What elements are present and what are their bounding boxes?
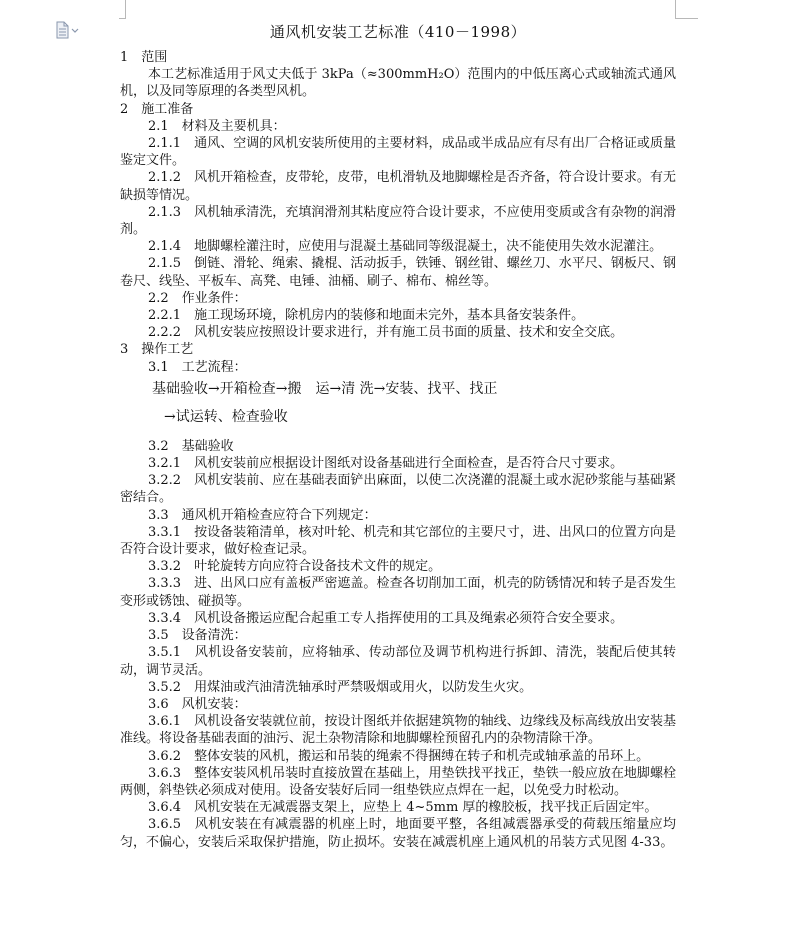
subsection-heading: 3.1 工艺流程：: [148, 359, 247, 375]
process-flow-line: 基础验收→开箱检查→搬 运→清 洗→安装、找平、找正: [152, 380, 498, 397]
paragraph: 3.3.4 风机设备搬运应配合起重工专人指挥使用的工具及绳索必须符合安全要求。: [148, 610, 624, 626]
paragraph: 3.5.1 风机设备安装前，应将轴承、传动部位及调节机构进行拆卸、清洗，装配后使其转动，调节灵活。: [120, 645, 676, 678]
paragraph: 3.6.2 整体安装的风机，搬运和吊装的绳索不得捆缚在转子和机壳或轴承盖的吊环上。: [148, 748, 650, 764]
paragraph: 2.1.4 地脚螺栓灌注时，应使用与混凝土基础同等级混凝土，决不能使用失效水泥灌注。: [148, 239, 663, 255]
paragraph: 3.2.1 风机安装前应根据设计图纸对设备基础进行全面检查，是否符合尺寸要求。: [148, 456, 624, 472]
document-title: 通风机安装工艺标准（410－1998）: [269, 23, 527, 41]
paragraph: 3.6.1 风机设备安装就位前，按设计图纸并依据建筑物的轴线、边缘线及标高线放出安装基准线。将设备基础表面的油污、泥土杂物清除和地脚螺栓预留孔内的杂物清除干净。: [120, 714, 676, 747]
paragraph: 2.2.1 施工现场环境，除机房内的装修和地面未完外，基本具备安装条件。: [148, 308, 585, 324]
paragraph: 3.6.5 风机安装在有减震器的机座上时，地面要平整，各组减震器承受的荷载压缩量应均匀，不偏心，安装后采取保护措施，防止损坏。安装在减震机座上通风机的吊装方式见图 4-33。: [120, 817, 676, 850]
paragraph: 2.1.1 通风、空调的风机安装所使用的主要材料，成品或半成品应有尽有出厂合格证或质量鉴定文件。: [120, 136, 676, 169]
paragraph: 3.2.2 风机安装前、应在基础表面铲出麻面，以使二次浇灌的混凝土或水泥砂浆能与基础紧密结合。: [120, 473, 676, 506]
document-menu-icon[interactable]: [55, 21, 83, 39]
section-heading: 1 范围: [120, 50, 168, 65]
paragraph: 2.2.2 风机安装应按照设计要求进行，并有施工员书面的质量、技术和安全交底。: [148, 325, 624, 341]
page-margin-marker-left: [119, 0, 126, 19]
section-heading: 2 施工准备: [120, 101, 194, 117]
subsection-heading: 3.5 设备清洗：: [148, 628, 247, 644]
document-body: [120, 49, 676, 851]
subsection-heading: 2.2 作业条件：: [148, 290, 247, 306]
paragraph: 2.1.2 风机开箱检查，皮带轮，皮带，电机滑轨及地脚螺栓是否齐备，符合设计要求。有无缺损等情况。: [120, 170, 676, 203]
paragraph: 3.3.1 按设备装箱清单，核对叶轮、机壳和其它部位的主要尺寸，进、出风口的位置方向是否符合设计要求，做好检查记录。: [120, 524, 676, 558]
paragraph: 2.1.5 倒链、滑轮、绳索、撬棍、活动扳手，铁锤、钢丝钳、螺丝刀、水平尺、钢板尺、钢卷尺、线坠、平板车、高凳、电锤、油桶、刷子、棉布、棉丝等。: [120, 256, 676, 289]
paragraph: 3.6.3 整体安装风机吊装时直接放置在基础上，用垫铁找平找正，垫铁一般应放在地脚螺栓两侧，斜垫铁必须成对使用。设备安装好后同一组垫铁应点焊在一起，以免受力时松动。: [120, 765, 676, 798]
subsection-heading: 3.2 基础验收: [148, 438, 234, 454]
document-page: [120, 18, 676, 851]
process-flow-line: →试运转、检查验收: [164, 408, 288, 425]
paragraph: 3.3.3 进、出风口应有盖板严密遮盖。检查各切削加工面，机壳的防锈情况和转子是否发生变形或锈蚀、碰损等。: [120, 576, 676, 609]
paragraph: 3.5.2 用煤油或汽油清洗轴承时严禁吸烟或用火，以防发生火灾。: [148, 679, 533, 695]
paragraph: 本工艺标准适用于风丈夫低于 3kPa（≈300mmH₂O）范围内的中低压离心式或轴流式通风机，以及同等原理的各类型风机。: [120, 67, 676, 100]
subsection-heading: 2.1 材料及主要机具：: [148, 118, 286, 134]
subsection-heading: 3.3 通风机开箱检查应符合下列规定：: [148, 507, 377, 523]
subsection-heading: 3.6 风机安装：: [148, 696, 247, 712]
paragraph: 2.1.3 风机轴承清洗，充填润滑剂其粘度应符合设计要求，不应使用变质或含有杂物的润滑剂。: [120, 204, 676, 238]
page-margin-marker-right: [675, 0, 698, 19]
paragraph: 3.6.4 风机安装在无减震器支架上，应垫上 4~5mm 厚的橡胶板，找平找正后固定牢。: [148, 800, 658, 816]
section-heading: 3 操作工艺: [120, 342, 194, 358]
paragraph: 3.3.2 叶轮旋转方向应符合设备技术文件的规定。: [148, 559, 442, 575]
